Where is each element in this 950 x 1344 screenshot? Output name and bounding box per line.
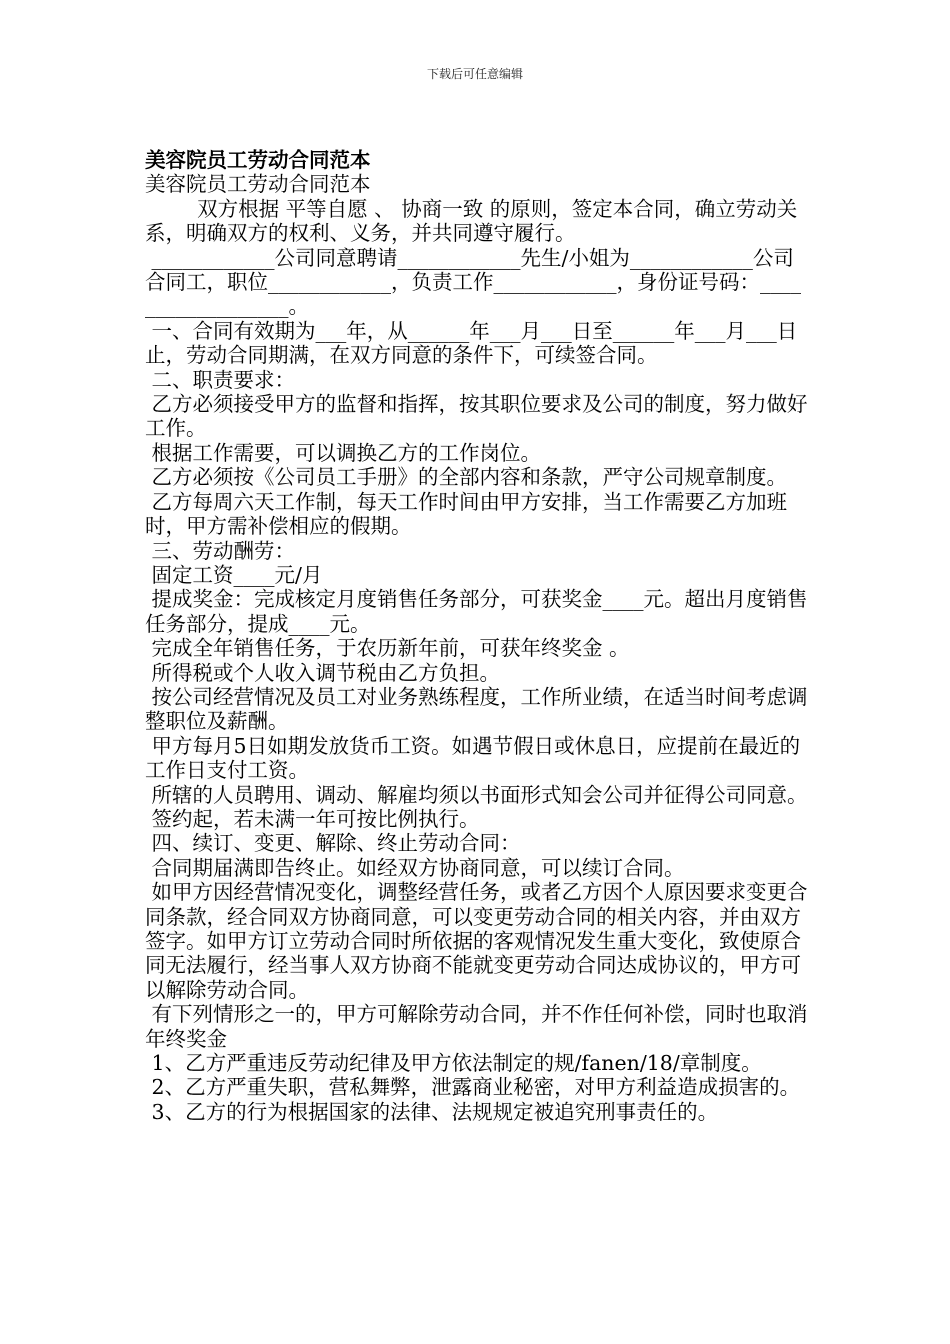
- paragraph-pay-5: 按公司经营情况及员工对业务熟练程度，工作所业绩，在适当时间考虑调整职位及薪酬。: [145, 684, 808, 734]
- paragraph-pay-2: 提成奖金：完成核定月度销售任务部分，可获奖金____元。超出月度销售任务部分，提成____元。: [145, 587, 808, 636]
- list-item-3: 3、乙方的行为根据国家的法律、法规规定被追究刑事责任的。: [145, 1099, 719, 1124]
- section-heading-duties: 二、职责要求：: [145, 367, 296, 392]
- paragraph-pay-3: 完成全年销售任务，于农历新年前，可获年终奖金 。: [145, 636, 630, 661]
- paragraph-pay-1: 固定工资____元/月: [145, 562, 323, 587]
- list-item-2: 2、乙方严重失职，营私舞弊，泄露商业秘密，对甲方利益造成损害的。: [145, 1075, 801, 1100]
- paragraph-pay-4: 所得税或个人收入调节税由乙方负担。: [145, 660, 501, 685]
- paragraph-duties-3: 乙方必须按《公司员工手册》的全部内容和条款，严守公司规章制度。: [145, 465, 788, 490]
- paragraph-renewal-2: 如甲方因经营情况变化，调整经营任务，或者乙方因个人原因要求变更合同条款，经合同双方协商同意，可以变更劳动合同的相关内容，并由双方签字。如甲方订立劳动合同时所依据的客观情况发生重大变化，致使原合同无法履行，经当事人双方协商不能就变更劳动合同达成协议的，甲方可以解除劳动合同。: [145, 880, 808, 1002]
- paragraph-renewal-3: 有下列情形之一的，甲方可解除劳动合同，并不作任何补偿，同时也取消年终奖金: [145, 1002, 808, 1051]
- paragraph-pay-7: 所辖的人员聘用、调动、解雇均须以书面形式知会公司并征得公司同意。: [145, 782, 808, 807]
- list-item-1: 1、乙方严重违反劳动纪律及甲方依法制定的规/fanen/18/章制度。: [145, 1051, 762, 1076]
- section-heading-renewal: 四、续订、变更、解除、终止劳动合同：: [145, 831, 521, 856]
- page-header-note: 下载后可任意编辑: [426, 67, 523, 81]
- paragraph-hiring: ____________公司同意聘请____________先生/小姐为____________公司合同工，职位____________，负责工作____________，身份证号码：__________________。: [145, 245, 801, 319]
- document-subtitle: 美容院员工劳动合同范本: [145, 172, 371, 197]
- paragraph-duties-2: 根据工作需要，可以调换乙方的工作岗位。: [145, 440, 542, 465]
- paragraph-pay-8: 签约起，若未满一年可按比例执行。: [145, 806, 480, 831]
- paragraph-principle: 双方根据 平等自愿 、 协商一致 的原则，签定本合同，确立劳动关系，明确双方的权利、义务，并共同遵守履行。: [145, 196, 798, 246]
- section-heading-pay: 三、劳动酬劳：: [145, 538, 296, 563]
- document-body: [145, 148, 810, 1124]
- paragraph-term: 一、合同有效期为___年，从______年___月___日至______年___月___日止，劳动合同期满，在双方同意的条件下，可续签合同。: [145, 318, 798, 368]
- document-title: 美容院员工劳动合同范本: [145, 148, 371, 172]
- paragraph-pay-6: 甲方每月5日如期发放货币工资。如遇节假日或休息日，应提前在最近的工作日支付工资。: [145, 733, 801, 783]
- paragraph-duties-4: 乙方每周六天工作制，每天工作时间由甲方安排，当工作需要乙方加班时，甲方需补偿相应的假期。: [145, 489, 788, 539]
- paragraph-renewal-1: 合同期届满即告终止。如经双方协商同意，可以续订合同。: [145, 855, 685, 880]
- paragraph-duties-1: 乙方必须接受甲方的监督和指挥，按其职位要求及公司的制度，努力做好工作。: [145, 392, 808, 441]
